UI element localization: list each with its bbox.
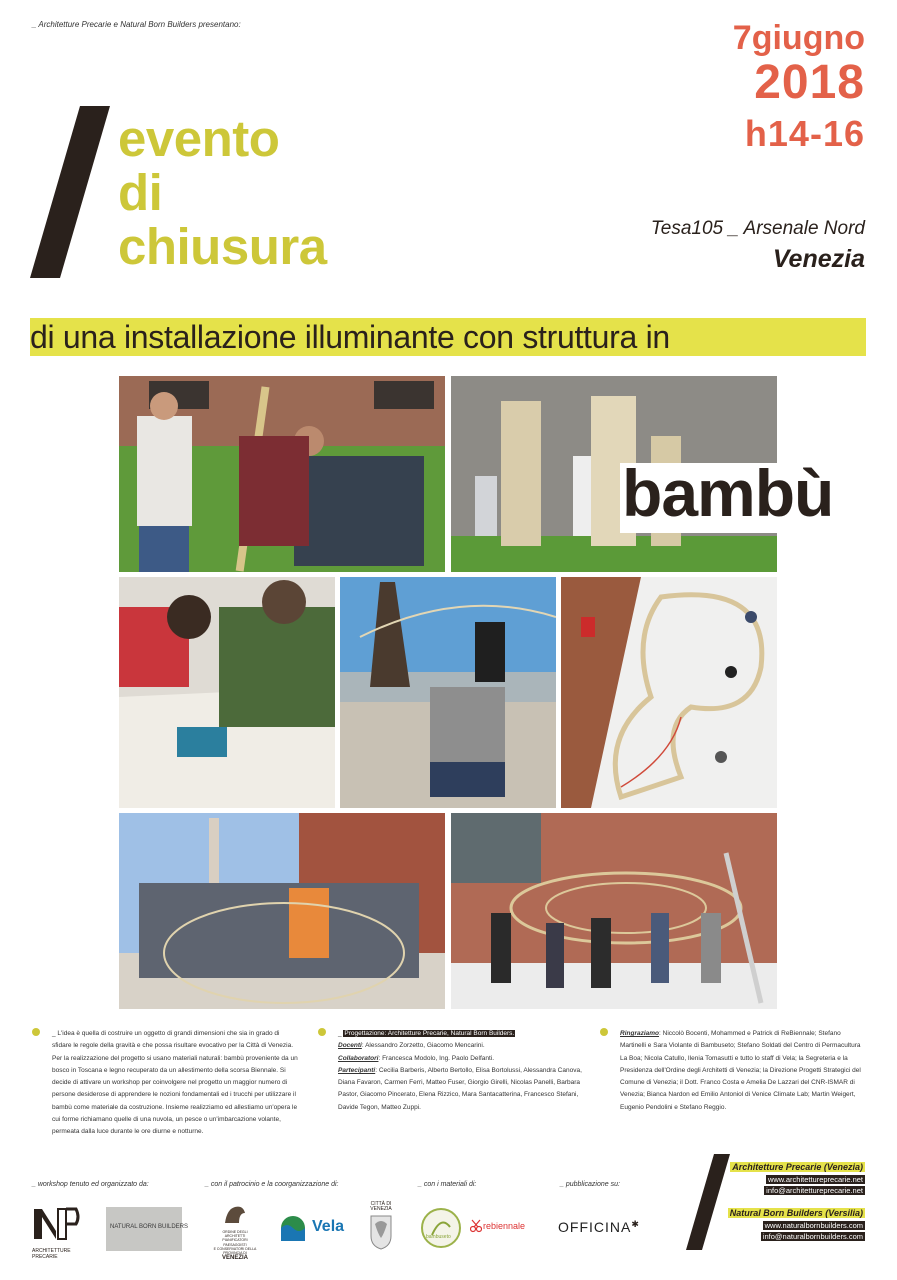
bambuseto-text: bambuseto — [426, 1234, 451, 1240]
subtitle-band — [30, 318, 866, 356]
credits-text — [338, 1028, 588, 1114]
bambu-word — [620, 456, 866, 533]
date-time: h14-16 — [744, 113, 865, 154]
scissors-icon — [470, 1219, 482, 1233]
photo-group — [119, 813, 445, 1009]
materiali-label: _ con i materiali di: — [418, 1181, 477, 1188]
crest-icon — [368, 1212, 394, 1250]
bullet-col1 — [32, 1028, 40, 1036]
workshop-label: _ workshop tenuto ed organizzato da: — [32, 1181, 149, 1188]
thanks-label: Ringraziamo — [620, 1030, 660, 1037]
ap-name: Architetture Precarie (Venezia) — [732, 1162, 863, 1172]
slash-graphic — [30, 106, 110, 278]
subtitle-text: di una installazione illuminante con struttura in — [30, 319, 670, 355]
citta-line-1: CITTÀ DI — [370, 1201, 392, 1207]
nbb-website-link[interactable]: www.naturalbornbuilders.com — [764, 1220, 863, 1230]
citta-line-2: VENEZIA — [370, 1206, 392, 1212]
title-line-3: chiusura — [118, 218, 327, 275]
thanks-text — [620, 1028, 865, 1114]
place-city: Venezia — [772, 245, 865, 273]
officina-logo — [558, 1219, 658, 1237]
description-text: _ L'idea è quella di costruire un oggetto di grandi dimensioni che sia in grado di sfidare le regole della gravità e che possa risultare evocativo per la Città di Venezia. Per la realizzazione del progetto si usano materiali naturali: bambù proveniente da un bosco in Toscana e legno recuperato da un allestimento della scorsa Biennale. Si decide di attivare un workshop per coinvolgere nel progetto un maggior numero di persone desiderose di apprendere le nozioni fondamentali ed i trucchi per utilizzare il bambù come materiale da costruzione. Insieme realizziamo ed allestiamo un'opera le cui forme richiamano quelle di una nuvola, un pesce o un'imbarcazione volante, permeata dalla luce durante le ore diurne e notturne. — [52, 1030, 298, 1136]
event-date — [733, 18, 865, 160]
np-logo-text: ARCHITETTURE PRECARIE — [32, 1248, 71, 1260]
event-title — [118, 112, 327, 274]
asterisk-icon: ✱ — [631, 1219, 639, 1229]
photo-jigsaw-cutting — [119, 577, 335, 808]
vela-logo — [280, 1215, 350, 1241]
docenti-label: Docenti — [338, 1042, 362, 1050]
officina-text: OFFICINA — [558, 1219, 632, 1235]
docenti-names: : Alessandro Zorzetto, Giacomo Mencarini. — [361, 1042, 485, 1050]
collab-names: : Francesca Modolo, Ing. Paolo Delfanti. — [378, 1054, 495, 1062]
nbb-logo — [106, 1207, 189, 1251]
prog-prefix: _ — [338, 1030, 344, 1037]
lion-icon — [223, 1203, 247, 1225]
ordine-line-1: ORDINE DEGLI ARCHITETTI — [222, 1230, 248, 1239]
rebiennale-logo — [470, 1219, 540, 1237]
ap-website-link[interactable]: www.architettureprecarie.net — [767, 1174, 863, 1184]
title-line-1: evento — [118, 110, 280, 167]
ordine-line-3: E CONSERVATORI DELLA — [213, 1246, 257, 1251]
bullet-col2 — [318, 1028, 326, 1036]
bullet-col3 — [600, 1028, 608, 1036]
intro-text: _ Architetture Precarie e Natural Born Builders presentano: — [32, 20, 241, 29]
vela-mark-icon — [280, 1215, 306, 1241]
ordine-text — [212, 1230, 258, 1255]
np-logo — [32, 1207, 92, 1260]
place-venue: Tesa105 _ Arsenale Nord — [650, 218, 865, 239]
ordine-line-4: PROVINCIA DI — [223, 1251, 247, 1256]
bambu-text: bambù — [622, 456, 834, 530]
vela-text: Vela — [312, 1218, 345, 1235]
nbb-logo-text: NATURAL BORN BUILDERS — [110, 1224, 189, 1230]
title-line-2: di — [118, 164, 163, 221]
ordine-line-2: PIANIFICATORI PAESAGGISTI — [222, 1238, 248, 1247]
nbb-email-link[interactable]: info@naturalbornbuilders.com — [762, 1232, 863, 1241]
patrocinio-label: _ con il patrocinio e la coorganizzazione di: — [205, 1181, 339, 1188]
photo-installation-lift — [451, 813, 777, 1009]
photo-harbor-bending — [340, 577, 556, 808]
ordine-city: VENEZIA — [221, 1255, 248, 1262]
bambuseto-mark-icon — [420, 1207, 462, 1249]
prog-credit: Progettazione: Architetture Precarie, Natural Born Builders. — [344, 1030, 515, 1037]
event-place — [651, 216, 865, 276]
footer-slash-graphic — [686, 1154, 730, 1250]
pubblicazione-label: _ pubblicazione su: — [560, 1181, 620, 1188]
photo-top-view — [561, 577, 777, 808]
ordine-architetti-logo — [212, 1203, 258, 1262]
nbb-name: Natural Born Builders (Versilia) — [729, 1208, 863, 1218]
collab-label: Collaboratori — [338, 1054, 379, 1062]
thanks-names: : Niccolò Bocenti, Mohammed e Patrick di ReBiennale; Stefano Martinelli e Sara Violante di Bambuseto; Stefano Soldati del Centro di Permacultura La Boa; Nicola Catullo, Ilenia Tomasutti e tutto lo staff di Vela; la Segreteria e la Presidenza dell'Ordine degli Architetti di Venezia; la Direzione Progetti Strategici del Comune di Venezia; il Dott. Franco Costa e Amelia De Lazzari del CNR-ISMAR di Venezia; Bianca Nardon ed Emilio Antoniol di Venice Climate Lab; Martin Weigert, Eugenio Pendolini e Stefano Reggio. — [620, 1030, 861, 1111]
contacts-ap — [730, 1162, 865, 1197]
photo-workshop-outdoor — [119, 376, 445, 572]
rebiennale-text: rebiennale — [483, 1221, 526, 1231]
part-names: : Cecilia Barberis, Alberto Bertollo, Elisa Bortolussi, Alessandra Canova, Diana Favaron, Carmen Ferri, Matteo Fuser, Giorgio Girelli, Nicolas Panelli, Barbara Pastor, Giacomo Pincerato, Elena Rizzico, Mara Santacatterina, Francesco Stefani, Davide Tegon, Matteo Zuppi. — [338, 1066, 582, 1111]
np-mark-icon — [32, 1207, 82, 1241]
date-year: 2018 — [754, 56, 865, 109]
bambuseto-logo — [420, 1207, 462, 1249]
citta-venezia-logo — [366, 1202, 396, 1256]
ap-email-link[interactable]: info@architettureprecarie.net — [766, 1186, 863, 1195]
part-label: Partecipanti — [338, 1066, 376, 1074]
contacts-nbb — [728, 1208, 865, 1243]
date-day: 7giugno — [732, 19, 865, 57]
